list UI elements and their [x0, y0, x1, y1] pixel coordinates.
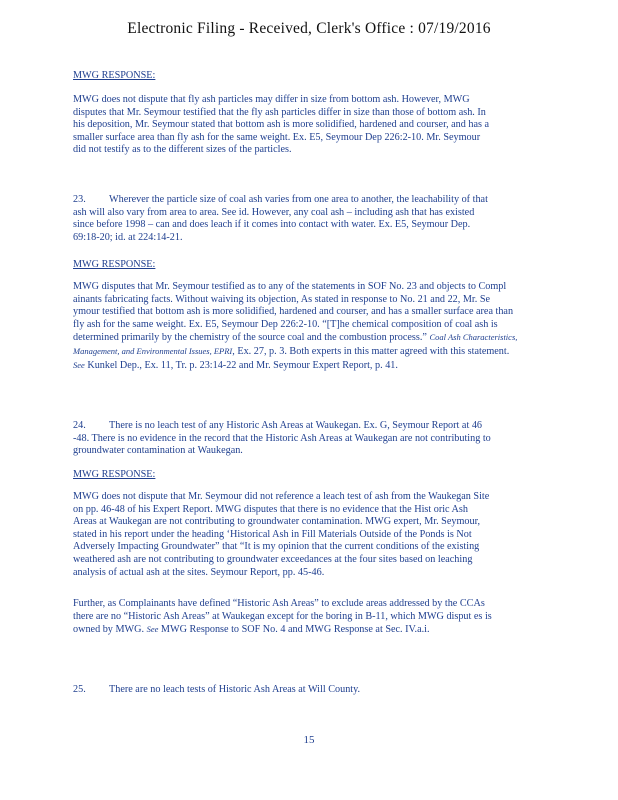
filing-stamp-header: Electronic Filing - Received, Clerk's Office : 07/19/2016	[127, 20, 491, 37]
numbered-item-25	[73, 684, 493, 697]
numbered-item-23	[73, 194, 493, 244]
paragraph: MWG Response to SOF No. 4 and MWG Response at Sec. IV.a.i.	[160, 624, 430, 636]
response-heading: MWG RESPONSE:	[73, 469, 156, 480]
response-block-3	[73, 469, 493, 482]
response-block-2	[73, 259, 493, 272]
paragraph: Further, as Complainants have defined “Historic Ash Areas” to exclude areas addressed by the CCAs there are no “Historic Ash Areas” at Waukegan except for the boring in B-11, which MWG disput es is owned by MWG.	[73, 598, 492, 636]
item-number: 24.	[73, 420, 86, 431]
paragraph: MWG does not dispute that fly ash particles may differ in size from bottom ash. However, MWG disputes that Mr. Seymour testified that the fly ash particles differ in size than those of bottom ash. In his deposition, Mr. Seymour stated that bottom ash is more solidified, hardened and courser, and has a smaller surface area than fly ash for the same weight. Ex. E5, Seymour Dep 226:2-10. Mr. Seymour did not testify as to the different sizes of the particles.	[73, 94, 490, 156]
response-heading: MWG RESPONSE:	[73, 70, 156, 81]
paragraph: , Ex. 27, p. 3. Both experts in this matter agreed with this statement.	[232, 345, 510, 357]
paragraph: There is no leach test of any Historic Ash Areas at Waukegan. Ex. G, Seymour Report at 46 -48. There is no evidence in the record that the Historic Ash Areas at Waukegan are not contributing to groundwater contamination at Waukegan.	[73, 420, 491, 457]
paragraph: MWG does not dispute that Mr. Seymour did not reference a leach test of ash from the Waukegan Site on pp. 46-48 of his Expert Report. MWG disputes that there is no evidence that the Hist oric Ash Areas at Waukegan are not contributing to groundwater contamination. MWG expert, Mr. Seymour, stated in his report under the heading ‘Historical Ash in Fill Materials Outside of the Ponds is Not Adversely Impacting Groundwater” that “It is my opinion that the current conditions of the existing weathered ash are not contributing to groundwater exceedances at the four sites based on leaching analysis of actual ash at the sites. Seymour Report, pp. 45-46.	[73, 491, 490, 578]
paragraph: There are no leach tests of Historic Ash Areas at Will County.	[109, 684, 361, 695]
response-body-2	[73, 281, 518, 372]
paragraph: Kunkel Dep., Ex. 11, Tr. p. 23:14-22 and Mr. Seymour Expert Report, p. 41.	[87, 359, 398, 371]
item-number: 25.	[73, 684, 86, 695]
see-signal: See	[73, 359, 85, 370]
response-heading: MWG RESPONSE:	[73, 259, 156, 270]
response-body-1	[73, 94, 493, 157]
see-signal: See	[146, 624, 159, 635]
response-body-3b	[73, 598, 493, 637]
response-body-3	[73, 491, 493, 579]
response-block-1	[73, 70, 493, 83]
citation-title: Coal Ash Characteristics, Management, and Environmental Issues, EPRI	[73, 332, 518, 356]
paragraph: MWG disputes that Mr. Seymour testified as to any of the statements in SOF No. 23 and objects to Compl ainants fabricating facts. Without waiving its objection, As stated in response to No. 21 and 22, Mr. Se ymour testified that bottom ash is more solidified, hardened and courser, and has a smaller surface area than fly ash for the same weight. Ex. E5, Seymour Dep 226:2-10. “[T]he chemical composition of coal ash is determined primarily by the chemistry of the source coal and the combustion process.”	[73, 281, 514, 344]
page-number: 15	[303, 734, 315, 746]
paragraph: Wherever the particle size of coal ash varies from one area to another, the leachability of that ash will also vary from area to area. See id. However, any coal ash – including ash that has existed since before 1998 – can and does leach if it comes into contact with water. Ex. E5, Seymour Dep. 69:18-20; id. at 224:14-21.	[73, 194, 488, 243]
item-number: 23.	[73, 194, 86, 205]
numbered-item-24	[73, 420, 493, 458]
